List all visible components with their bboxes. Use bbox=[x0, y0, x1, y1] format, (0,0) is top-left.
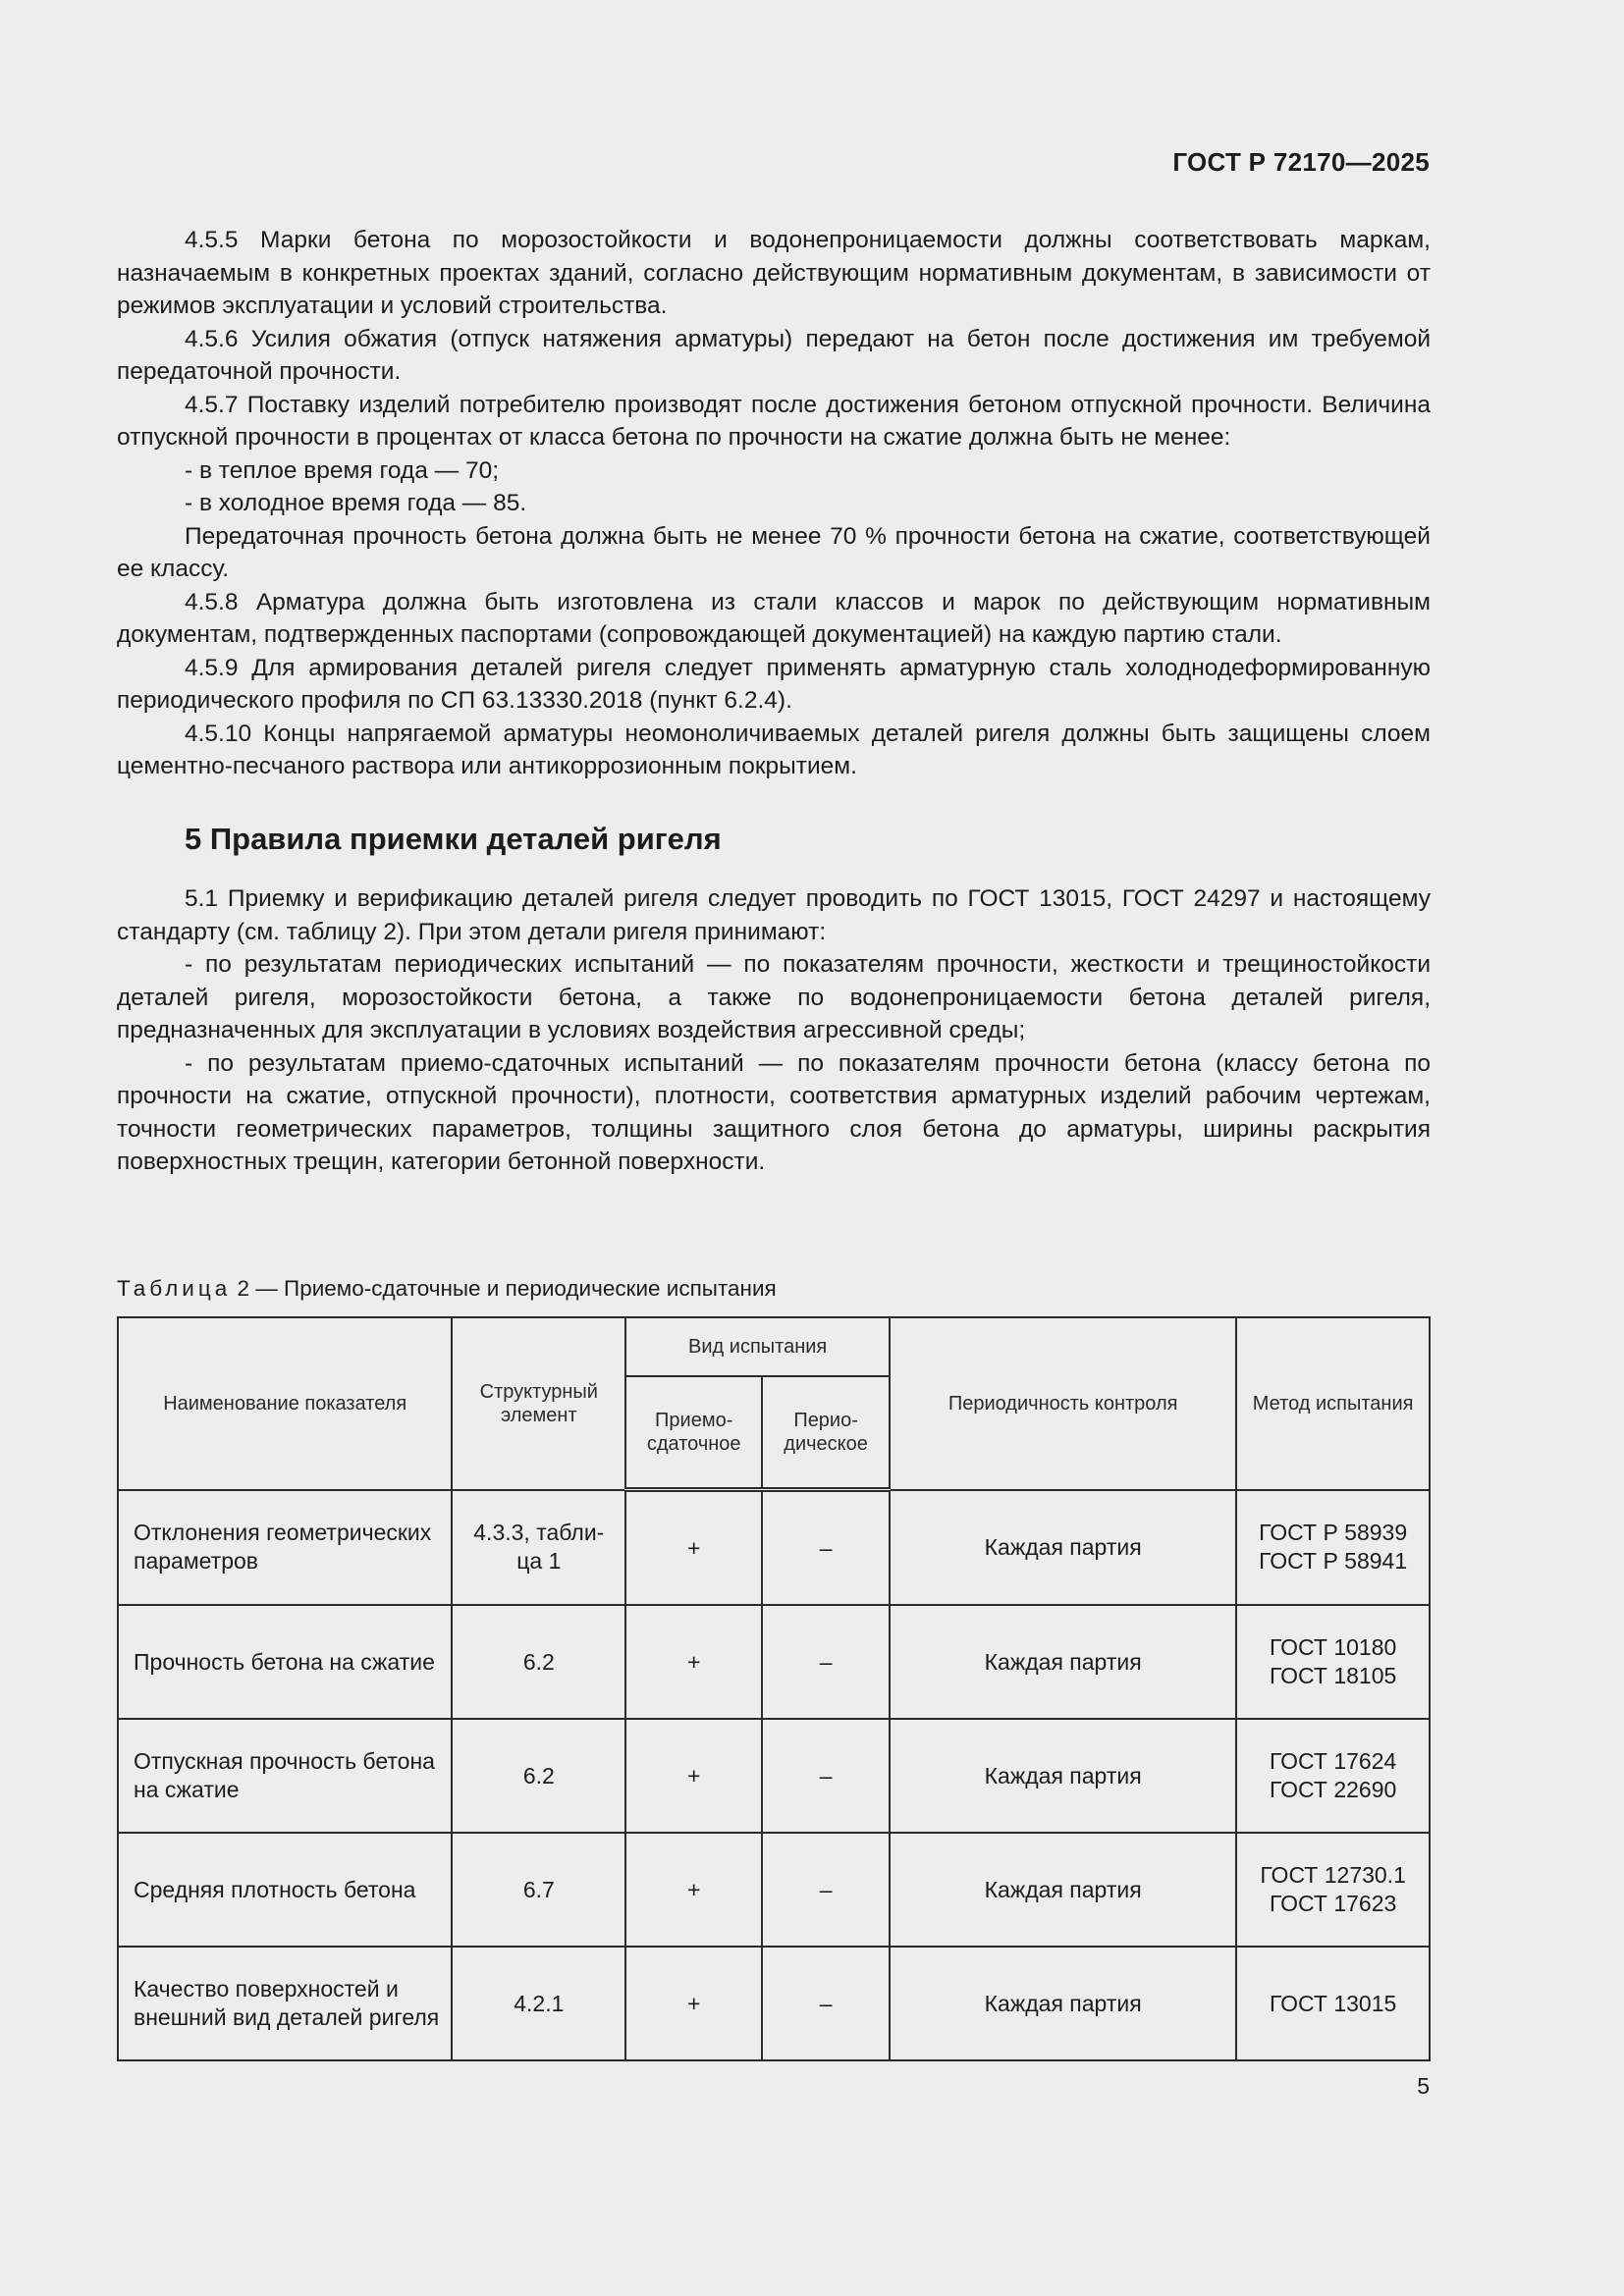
table-header-row bbox=[118, 1317, 1430, 1376]
cell-periodic: – bbox=[762, 1719, 890, 1833]
cell-periodic: – bbox=[762, 1490, 890, 1606]
paragraph-4-5-8: 4.5.8 Арматура должна быть изготовлена из стали классов и марок по действующим нормативным документам, подтвержденных паспортами (сопровождающей документацией) на каждую партию стали. bbox=[117, 588, 1431, 648]
cell-periodic: – bbox=[762, 1605, 890, 1719]
method-line: ГОСТ 17623 bbox=[1269, 1891, 1397, 1916]
method-line: ГОСТ 18105 bbox=[1269, 1663, 1397, 1688]
table-row bbox=[118, 1490, 1430, 1606]
cell-method bbox=[1236, 1719, 1430, 1833]
cell-name: Отпускная прочность бетона на сжатие bbox=[118, 1719, 452, 1833]
document-code-header: ГОСТ Р 72170—2025 bbox=[1172, 147, 1430, 177]
paragraph-4-5-10: 4.5.10 Концы напрягаемой арматуры неомоноличиваемых деталей ригеля должны быть защищены слоем цементно-песчаного раствора или антикоррозионным покрытием. bbox=[117, 720, 1431, 779]
header-method: Метод испытания bbox=[1236, 1317, 1430, 1490]
header-periodic: Перио- дическое bbox=[762, 1376, 890, 1490]
cell-acceptance: + bbox=[625, 1833, 762, 1947]
page-number: 5 bbox=[1417, 2073, 1430, 2099]
cell-frequency: Каждая партия bbox=[890, 1947, 1236, 2060]
header-frequency: Периодичность контроля bbox=[890, 1317, 1236, 1490]
cell-name: Прочность бетона на сжатие bbox=[118, 1605, 452, 1719]
cell-method bbox=[1236, 1490, 1430, 1606]
paragraph-4-5-5: 4.5.5 Марки бетона по морозостойкости и водонепроницаемости должны соответствовать маркам, назначаемым в конкретных проектах зданий, согласно действующим нормативным документам, в зависимости от режимов эксплуатации и условий строительства. bbox=[117, 227, 1431, 319]
cell-acceptance: + bbox=[625, 1605, 762, 1719]
method-line: ГОСТ 13015 bbox=[1269, 1990, 1397, 2016]
header-test-type: Вид испытания bbox=[625, 1317, 890, 1376]
cell-name: Качество поверхностей и внешний вид деталей ригеля bbox=[118, 1947, 452, 2060]
header-element: Структурный элемент bbox=[452, 1317, 625, 1490]
section-5-heading-wrapper bbox=[117, 823, 1431, 856]
list-item: - в холодное время года — 85. bbox=[185, 490, 527, 516]
cell-element: 4.3.3, табли- ца 1 bbox=[452, 1490, 625, 1606]
table-caption-label: Таблица bbox=[117, 1276, 232, 1301]
method-line: ГОСТ 17624 bbox=[1269, 1748, 1397, 1774]
table-row bbox=[118, 1947, 1430, 2060]
section-5-heading: 5 Правила приемки деталей ригеля bbox=[185, 821, 722, 856]
cell-method bbox=[1236, 1833, 1430, 1947]
table-row bbox=[118, 1605, 1430, 1719]
cell-acceptance: + bbox=[625, 1490, 762, 1606]
cell-name: Средняя плотность бетона bbox=[118, 1833, 452, 1947]
cell-acceptance: + bbox=[625, 1719, 762, 1833]
method-line: ГОСТ 22690 bbox=[1269, 1777, 1397, 1802]
cell-element: 4.2.1 bbox=[452, 1947, 625, 2060]
cell-periodic: – bbox=[762, 1947, 890, 2060]
paragraph-5-1: 5.1 Приемку и верификацию деталей ригеля следует проводить по ГОСТ 13015, ГОСТ 24297 и настоящему стандарту (см. таблицу 2). При этом детали ригеля принимают: bbox=[117, 885, 1431, 945]
cell-periodic: – bbox=[762, 1833, 890, 1947]
method-line: ГОСТ Р 58941 bbox=[1259, 1548, 1408, 1575]
table-caption-text: 2 — Приемо-сдаточные и периодические испытания bbox=[237, 1276, 777, 1301]
cell-acceptance: + bbox=[625, 1947, 762, 2060]
header-acceptance: Приемо- сдаточное bbox=[625, 1376, 762, 1490]
cell-element: 6.2 bbox=[452, 1605, 625, 1719]
cell-element: 6.7 bbox=[452, 1833, 625, 1947]
cell-frequency: Каждая партия bbox=[890, 1605, 1236, 1719]
method-line: ГОСТ 10180 bbox=[1269, 1634, 1397, 1660]
cell-element: 6.2 bbox=[452, 1719, 625, 1833]
list-item: - в теплое время года — 70; bbox=[185, 456, 500, 484]
header-name: Наименование показателя bbox=[118, 1317, 452, 1490]
list-item: - по результатам периодических испытаний — по показателям прочности, жесткости и трещиностойкости деталей ригеля, морозостойкости бетона, а также по водонепроницаемости бетона деталей ригеля, предназначенных для эксплуатации в условиях воздействия агрессивной среды; bbox=[117, 951, 1431, 1043]
paragraph-4-5-9: 4.5.9 Для армирования деталей ригеля следует применять арматурную сталь холоднодеформированную периодического профиля по СП 63.13330.2018 (пункт 6.2.4). bbox=[117, 654, 1431, 714]
tests-table bbox=[117, 1316, 1431, 2061]
table-row bbox=[118, 1833, 1430, 1947]
cell-method bbox=[1236, 1947, 1430, 2060]
list-item: - по результатам приемо-сдаточных испытаний — по показателям прочности бетона (классу бетона по прочности на сжатие, отпускной прочности), плотности, соответствия арматурных изделий рабочим чертежам, точности геометрических параметров, толщины защитного слоя бетона до арматуры, ширины раскрытия поверхностных трещин, категории бетонной поверхности. bbox=[117, 1049, 1431, 1175]
paragraph-4-5-7: 4.5.7 Поставку изделий потребителю производят после достижения бетоном отпускной прочности. Величина отпускной прочности в процентах от класса бетона по прочности на сжатие должна быть не менее: bbox=[117, 391, 1431, 451]
document-body bbox=[117, 224, 1431, 1179]
cell-frequency: Каждая партия bbox=[890, 1719, 1236, 1833]
cell-method bbox=[1236, 1605, 1430, 1719]
cell-frequency: Каждая партия bbox=[890, 1833, 1236, 1947]
cell-frequency: Каждая партия bbox=[890, 1490, 1236, 1606]
paragraph-4-5-7-tail: Передаточная прочность бетона должна быть не менее 70 % прочности бетона на сжатие, соответствующей ее классу. bbox=[117, 522, 1431, 582]
table-caption bbox=[117, 1276, 777, 1302]
method-line: ГОСТ Р 58939 bbox=[1259, 1520, 1408, 1546]
table-row bbox=[118, 1719, 1430, 1833]
paragraph-4-5-6: 4.5.6 Усилия обжатия (отпуск натяжения арматуры) передают на бетон после достижения им требуемой передаточной прочности. bbox=[117, 325, 1431, 385]
cell-name: Отклонения геометрических параметров bbox=[118, 1490, 452, 1606]
method-line: ГОСТ 12730.1 bbox=[1260, 1862, 1406, 1888]
